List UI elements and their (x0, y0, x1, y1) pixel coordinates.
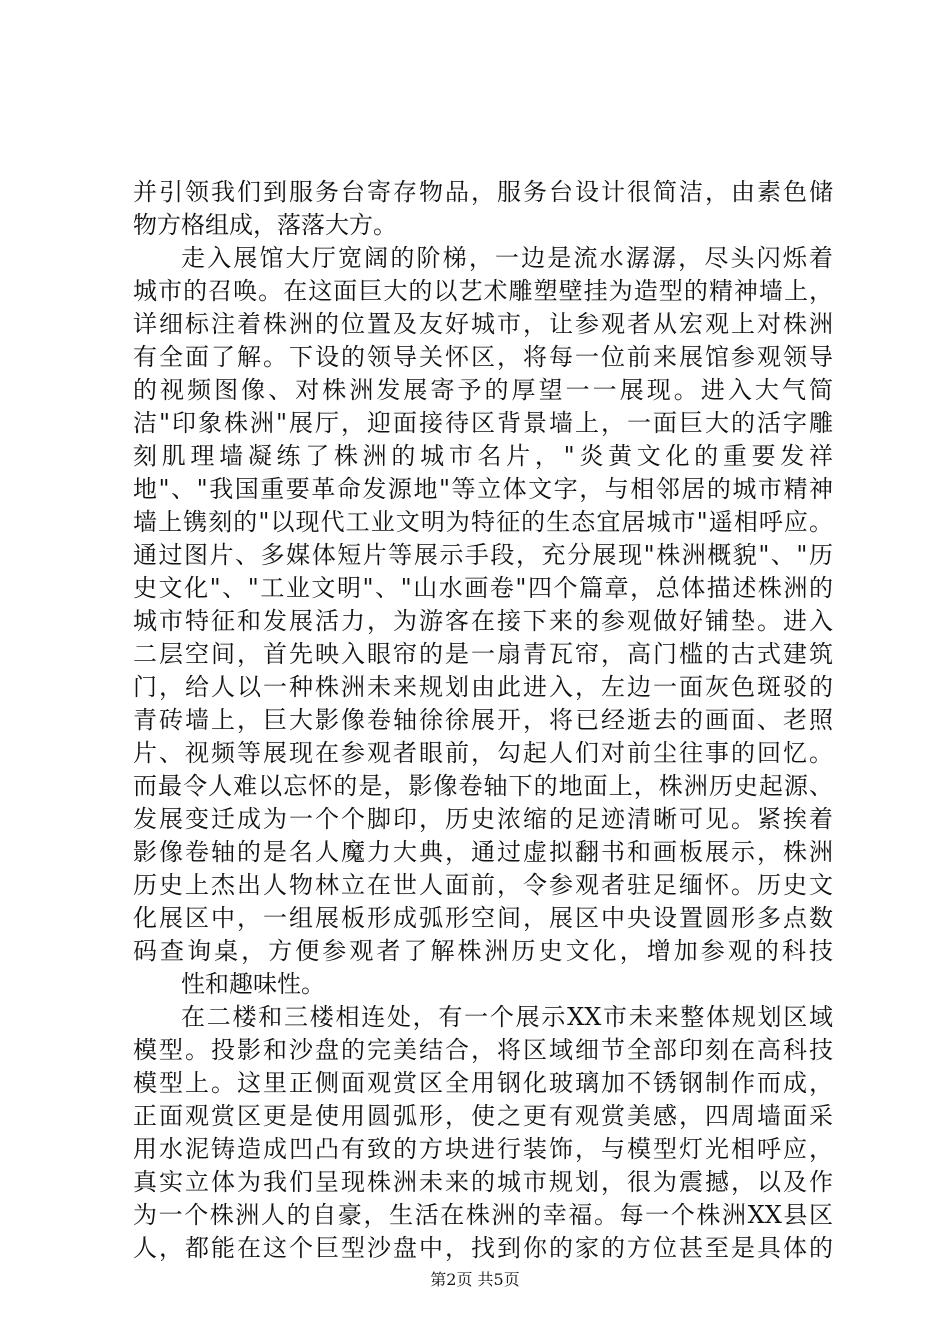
text-line: 物方格组成，落落大方。 (133, 211, 397, 239)
text-line: 的视频图像、对株洲发展寄予的厚望一一展现。进入大气简 (133, 376, 833, 404)
text-line: 用水泥铸造成凹凸有致的方块进行装饰，与模型灯光相呼应， (133, 1135, 833, 1163)
text-line: 性和趣味性。 (181, 970, 325, 998)
text-line: 码查询桌，方便参观者了解株洲历史文化，增加参观的科技 (133, 937, 833, 965)
text-line: 墙上镌刻的"以现代工业文明为特征的生态宜居城市"遥相呼应。 (133, 508, 833, 536)
text-line: 模型上。这里正侧面观赏区全用钢化玻璃加不锈钢制作而成， (133, 1069, 833, 1097)
text-line: 发展变迁成为一个个脚印，历史浓缩的足迹清晰可见。紧挨着 (133, 805, 833, 833)
text-line: 详细标注着株洲的位置及友好城市，让参观者从宏观上对株洲 (133, 310, 833, 338)
text-line: 史文化"、"工业文明"、"山水画卷"四个篇章，总体描述株洲的 (133, 574, 833, 602)
text-line: 二层空间，首先映入眼帘的是一扇青瓦帘，高门槛的古式建筑 (133, 640, 833, 668)
body-text (133, 176, 833, 1265)
text-line: 地"、"我国重要革命发源地"等立体文字，与相邻居的城市精神 (133, 475, 833, 503)
text-line: 城市的召唤。在这面巨大的以艺术雕塑壁挂为造型的精神墙上， (133, 277, 833, 305)
text-line: 青砖墙上，巨大影像卷轴徐徐展开，将已经逝去的画面、老照 (133, 706, 833, 734)
text-line: 正面观赏区更是使用圆弧形，使之更有观赏美感，四周墙面采 (133, 1102, 833, 1130)
text-line: 有全面了解。下设的领导关怀区，将每一位前来展馆参观领导 (133, 343, 833, 371)
text-line: 在二楼和三楼相连处，有一个展示XX市未来整体规划区域 (181, 1003, 833, 1031)
text-line: 而最令人难以忘怀的是，影像卷轴下的地面上，株洲历史起源、 (133, 772, 833, 800)
text-line: 并引领我们到服务台寄存物品，服务台设计很简洁，由素色储 (133, 178, 833, 206)
text-line: 为一个株洲人的自豪，生活在株洲的幸福。每一个株洲XX县区 (133, 1201, 833, 1229)
text-line: 城市特征和发展活力，为游客在接下来的参观做好铺垫。进入 (133, 607, 833, 635)
text-line: 门，给人以一种株洲未来规划由此进入，左边一面灰色斑驳的 (133, 673, 833, 701)
text-line: 化展区中，一组展板形成弧形空间，展区中央设置圆形多点数 (133, 904, 833, 932)
text-line: 模型。投影和沙盘的完美结合，将区域细节全部印刻在高科技 (133, 1036, 833, 1064)
text-line: 走入展馆大厅宽阔的阶梯，一边是流水潺潺，尽头闪烁着 (181, 244, 833, 272)
text-line: 洁"印象株洲"展厅，迎面接待区背景墙上，一面巨大的活字雕 (133, 409, 833, 437)
text-line: 人，都能在这个巨型沙盘中，找到你的家的方位甚至是具体的 (133, 1234, 833, 1262)
text-line: 真实立体为我们呈现株洲未来的城市规划，很为震撼，以及作 (133, 1168, 833, 1196)
text-line: 通过图片、多媒体短片等展示手段，充分展现"株洲概貌"、"历 (133, 541, 833, 569)
text-line: 片、视频等展现在参观者眼前，勾起人们对前尘往事的回忆。 (133, 739, 833, 767)
text-line: 影像卷轴的是名人魔力大典，通过虚拟翻书和画板展示，株洲 (133, 838, 833, 866)
text-line: 刻肌理墙凝练了株洲的城市名片，"炎黄文化的重要发祥 (133, 442, 833, 470)
text-line: 历史上杰出人物林立在世人面前，令参观者驻足缅怀。历史文 (133, 871, 833, 899)
page-number-footer: 第2页 共5页 (430, 1270, 520, 1289)
